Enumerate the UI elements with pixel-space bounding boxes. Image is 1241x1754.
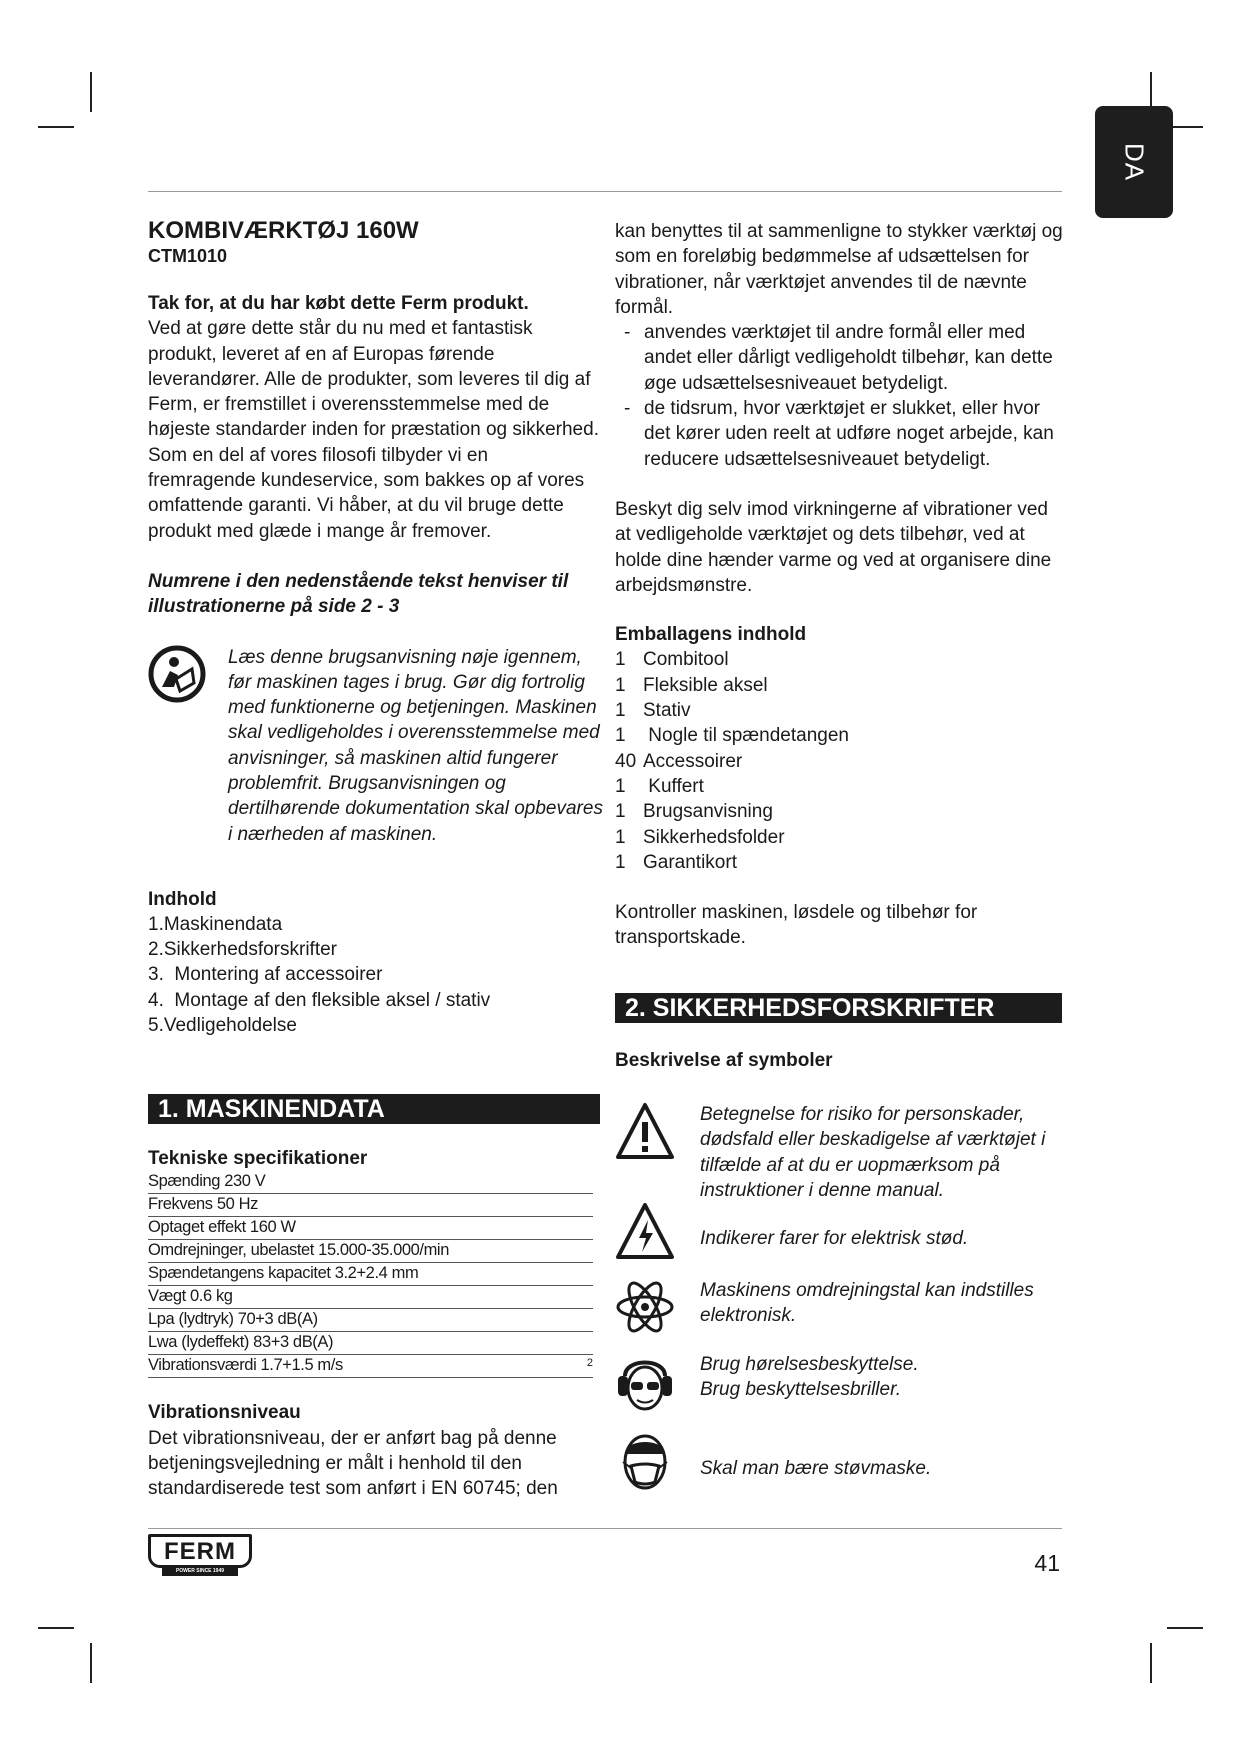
package-label: Combitool <box>643 649 729 671</box>
package-qty: 40 <box>615 750 637 772</box>
spec-row: Vægt 0.6 kg <box>148 1286 593 1309</box>
top-rule <box>148 191 1062 192</box>
package-item <box>615 723 1065 748</box>
package-label: Nogle til spændetangen <box>643 725 849 747</box>
crop-mark <box>90 1643 92 1683</box>
intro-text: kan benyttes til at sammenligne to stykker værktøj og som en foreløbig bedømmelse af udsættelsen for vibrationer, når værktøjet anvendes til de nævnte formål. <box>615 221 1063 318</box>
package-qty: 1 <box>615 700 626 722</box>
contents-item: 1.Maskinendata <box>148 913 283 935</box>
crop-mark <box>90 72 92 112</box>
package-label: Stativ <box>643 700 691 722</box>
section-2-title: 2. SIKKERHEDSFORSKRIFTER <box>615 993 1062 1023</box>
dust-mask-icon <box>615 1432 675 1492</box>
electric-hazard-icon <box>615 1202 675 1260</box>
dash-item: - anvendes værktøjet til andre formål eller med andet eller dårligt vedligeholdt tilbehør, kan dette øge udsættelsesniveauet betydeligt. <box>624 322 1053 394</box>
package-label: Fleksible aksel <box>643 674 768 696</box>
package-list <box>615 647 1065 875</box>
language-tab <box>1095 106 1173 218</box>
contents-item: 5.Vedligeholdelse <box>148 1015 297 1037</box>
package-item <box>615 799 1065 824</box>
section-1-title: 1. MASKINENDATA <box>148 1094 600 1124</box>
package-heading: Emballagens indhold <box>615 624 807 646</box>
ferm-logo <box>148 1534 256 1580</box>
spec-row: Vibrationsværdi 1.7+1.5 m/s <box>148 1355 593 1378</box>
vibration-heading: Vibrationsniveau <box>148 1402 301 1424</box>
crop-mark <box>1150 1643 1152 1683</box>
ear-eye-protection-icon <box>615 1352 675 1412</box>
crop-mark <box>38 126 74 128</box>
symbol-text: Indikerer farer for elektrisk stød. <box>700 1228 969 1249</box>
language-label: DA <box>1119 142 1150 182</box>
spec-row: Omdrejninger, ubelastet 15.000-35.000/min <box>148 1240 593 1263</box>
package-label: Kuffert <box>643 775 704 797</box>
bottom-rule <box>148 1528 1062 1529</box>
speed-control-icon <box>615 1278 675 1336</box>
left-column <box>148 217 603 1038</box>
right-column <box>615 219 1065 951</box>
package-qty: 1 <box>615 674 626 696</box>
package-qty: 1 <box>615 801 626 823</box>
package-label: Brugsanvisning <box>643 801 773 823</box>
specs-block <box>148 1146 593 1501</box>
vibration-text: Det vibrationsniveau, der er anført bag på denne betjeningsvejledning er målt i henhold til den standardiserede test som anført i EN 60745; den <box>148 1427 558 1500</box>
numbers-note: Numrene i den nedenstående tekst henviser til illustrationerne på side 2 - 3 <box>148 570 569 618</box>
package-label: Sikkerhedsfolder <box>643 826 785 848</box>
protect-text: Beskyt dig selv imod virkningerne af vibrationer ved at vedligeholde værktøjet og dets tilbehør, ved at holde dine hænder varme og ved at organisere dine arbejdsmønstre. <box>615 498 1052 596</box>
symbol-text: Skal man bære støvmaske. <box>700 1458 932 1479</box>
read-manual-block <box>148 645 603 875</box>
symbol-text: Brug hørelsesbeskyttelse. Brug beskyttelsesbriller. <box>700 1354 919 1401</box>
package-item <box>615 647 1065 672</box>
crop-mark <box>1167 1627 1203 1629</box>
symbols-heading: Beskrivelse af symboler <box>615 1050 833 1071</box>
crop-mark <box>38 1627 74 1629</box>
spec-row: Spændetangens kapacitet 3.2+2.4 mm <box>148 1263 593 1286</box>
logo-tagline: POWER SINCE 1949 <box>162 1567 238 1576</box>
contents-item: 4. Montage af den fleksible aksel / stativ <box>148 989 491 1011</box>
spec-row: Lpa (lydtryk) 70+3 dB(A) <box>148 1309 593 1332</box>
package-item <box>615 825 1065 850</box>
logo-wordmark: FERM <box>148 1534 252 1568</box>
spec-row: Lwa (lydeffekt) 83+3 dB(A) <box>148 1332 593 1355</box>
package-item <box>615 774 1065 799</box>
product-title: KOMBIVÆRKTØJ 160W <box>148 217 419 244</box>
read-manual-text: Læs denne brugsanvisning nøje igennem, før maskinen tages i brug. Gør dig fortrolig med funktionerne og betjeningen. Maskinen skal vedligeholdes i overensstemmelse med anvisninger, så maskinen altid fungerer problemfrit. Brugsanvisningen og dertilhørende dokumentation skal opbevares i nærheden af maskinen. <box>228 646 603 845</box>
thanks-heading: Tak for, at du har købt dette Ferm produkt. <box>148 293 529 314</box>
package-item <box>615 850 1065 875</box>
spec-superscript: 2 <box>586 1357 593 1370</box>
page-number: 41 <box>1034 1550 1060 1576</box>
package-qty: 1 <box>615 649 626 671</box>
package-item <box>615 698 1065 723</box>
package-label: Accessoirer <box>643 750 743 772</box>
specs-heading: Tekniske specifikationer <box>148 1148 368 1169</box>
contents-item: 2.Sikkerhedsforskrifter <box>148 939 338 961</box>
contents-item: 3. Montering af accessoirer <box>148 964 383 986</box>
spec-row: Optaget effekt 160 W <box>148 1217 593 1240</box>
check-text: Kontroller maskinen, løsdele og tilbehør for transportskade. <box>615 902 978 949</box>
package-item <box>615 749 1065 774</box>
symbol-text: Maskinens omdrejningstal kan indstilles elektronisk. <box>700 1280 1034 1327</box>
package-label: Garantikort <box>643 851 737 873</box>
thanks-text: Ved at gøre dette står du nu med et fantastisk produkt, leveret af en af Europas førende leverandører. Alle de produkter, som leveres til dig af Ferm, er fremstillet i overensstemmelse med de højeste standarder inden for præstation og sikkerhed. Som en del af vores filosofi tilbyder vi en fremragende kundeservice, som bakkes op af vores omfattende garanti. Vi håber, at du vil bruge dette produkt med glæde i mange år fremover. <box>148 318 599 542</box>
read-manual-icon <box>148 645 206 703</box>
warning-triangle-icon <box>615 1102 675 1160</box>
package-qty: 1 <box>615 775 626 797</box>
symbol-text: Betegnelse for risiko for personskader, dødsfald eller beskadigelse af værktøjet i tilfælde af at du er uopmærksom på instruktioner i denne manual. <box>700 1104 1046 1201</box>
spec-row: Frekvens 50 Hz <box>148 1194 593 1217</box>
package-qty: 1 <box>615 725 626 747</box>
product-model: CTM1010 <box>148 246 228 266</box>
package-qty: 1 <box>615 851 626 873</box>
contents-heading: Indhold <box>148 888 217 910</box>
dash-item: - de tidsrum, hvor værktøjet er slukket, eller hvor det kører uden reelt at udføre noget arbejde, kan reducere udsættelsesniveauet betydeligt. <box>624 398 1054 470</box>
package-item <box>615 673 1065 698</box>
package-qty: 1 <box>615 826 626 848</box>
spec-row: Spænding 230 V <box>148 1171 593 1194</box>
